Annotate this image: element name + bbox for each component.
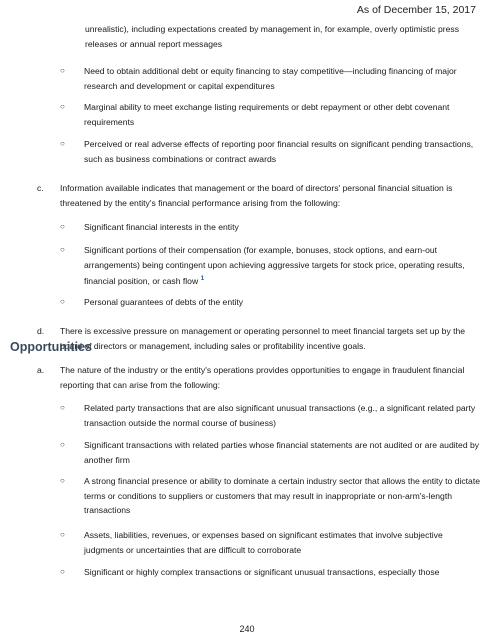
continuation-text: unrealistic), including expectations created by management in, for example, overly optimistic press releases or annual report messages [85, 24, 460, 49]
list-item-text: Significant transactions with related parties whose financial statements are not audited or are audited by another firm [84, 440, 480, 465]
list-item-text: A strong financial presence or ability to dominate a certain industry sector that allows the entity to dictate terms or conditions to suppliers or customers that may result in inappropriate or non-arm's-length transactions [84, 476, 481, 516]
bullet-circle-icon: ○ [60, 139, 65, 148]
bullet-circle-icon: ○ [60, 440, 65, 449]
list-item-text: Significant or highly complex transactions or significant unusual transactions, especially those [84, 567, 440, 577]
section-heading: Opportunities [10, 340, 92, 354]
bullet-circle-icon: ○ [60, 66, 65, 75]
bullet-circle-icon: ○ [60, 102, 65, 111]
list-item-text: Marginal ability to meet exchange listing requirements or debt repayment or other debt covenant requirements [84, 102, 450, 127]
list-item-text: The nature of the industry or the entity's operations provides opportunities to engage in fraudulent financial reporting that can arise from the following: [60, 365, 465, 390]
bullet-circle-icon: ○ [60, 403, 65, 412]
list-item-text: Information available indicates that management or the board of directors' personal financial situation is threatened by the entity's financial performance arising from the following: [60, 183, 453, 208]
list-marker: d. [37, 326, 45, 336]
list-item-text: Related party transactions that are also significant unusual transactions (e.g., a significant related party transaction outside the normal course of business) [84, 403, 476, 428]
header-date: As of December 15, 2017 [356, 4, 476, 16]
footnote-link[interactable]: 1 [200, 275, 205, 283]
list-marker: c. [37, 183, 44, 193]
page-number: 240 [239, 624, 255, 634]
list-item-text: There is excessive pressure on management or operating personnel to meet financial targets set up by the board of directors or management, including sales or profitability incentive goals. [60, 326, 466, 351]
bullet-circle-icon: ○ [60, 476, 65, 485]
bullet-circle-icon: ○ [60, 222, 65, 231]
list-item-body: Significant portions of their compensation (for example, bonuses, stock options, and earn-out arrangements) being contingent upon achieving aggressive targets for stock price, operating results, financial position, or cash flow [84, 245, 465, 287]
list-marker: a. [37, 365, 45, 375]
bullet-circle-icon: ○ [60, 567, 65, 576]
bullet-circle-icon: ○ [60, 530, 65, 539]
list-item-text: Assets, liabilities, revenues, or expenses based on significant estimates that involve subjective judgments or uncertainties that are difficult to corroborate [84, 530, 443, 555]
list-item-text: Significant financial interests in the entity [84, 222, 239, 232]
list-item-text: Personal guarantees of debts of the entity [84, 297, 244, 307]
list-item-text: Perceived or real adverse effects of reporting poor financial results on significant pending transactions, such as business combinations or contract awards [84, 139, 474, 164]
list-item-text: Need to obtain additional debt or equity financing to stay competitive—including financing of major research and development or capital expenditures [84, 66, 457, 91]
list-item-text [84, 243, 480, 289]
bullet-circle-icon: ○ [60, 245, 65, 254]
bullet-circle-icon: ○ [60, 297, 65, 306]
